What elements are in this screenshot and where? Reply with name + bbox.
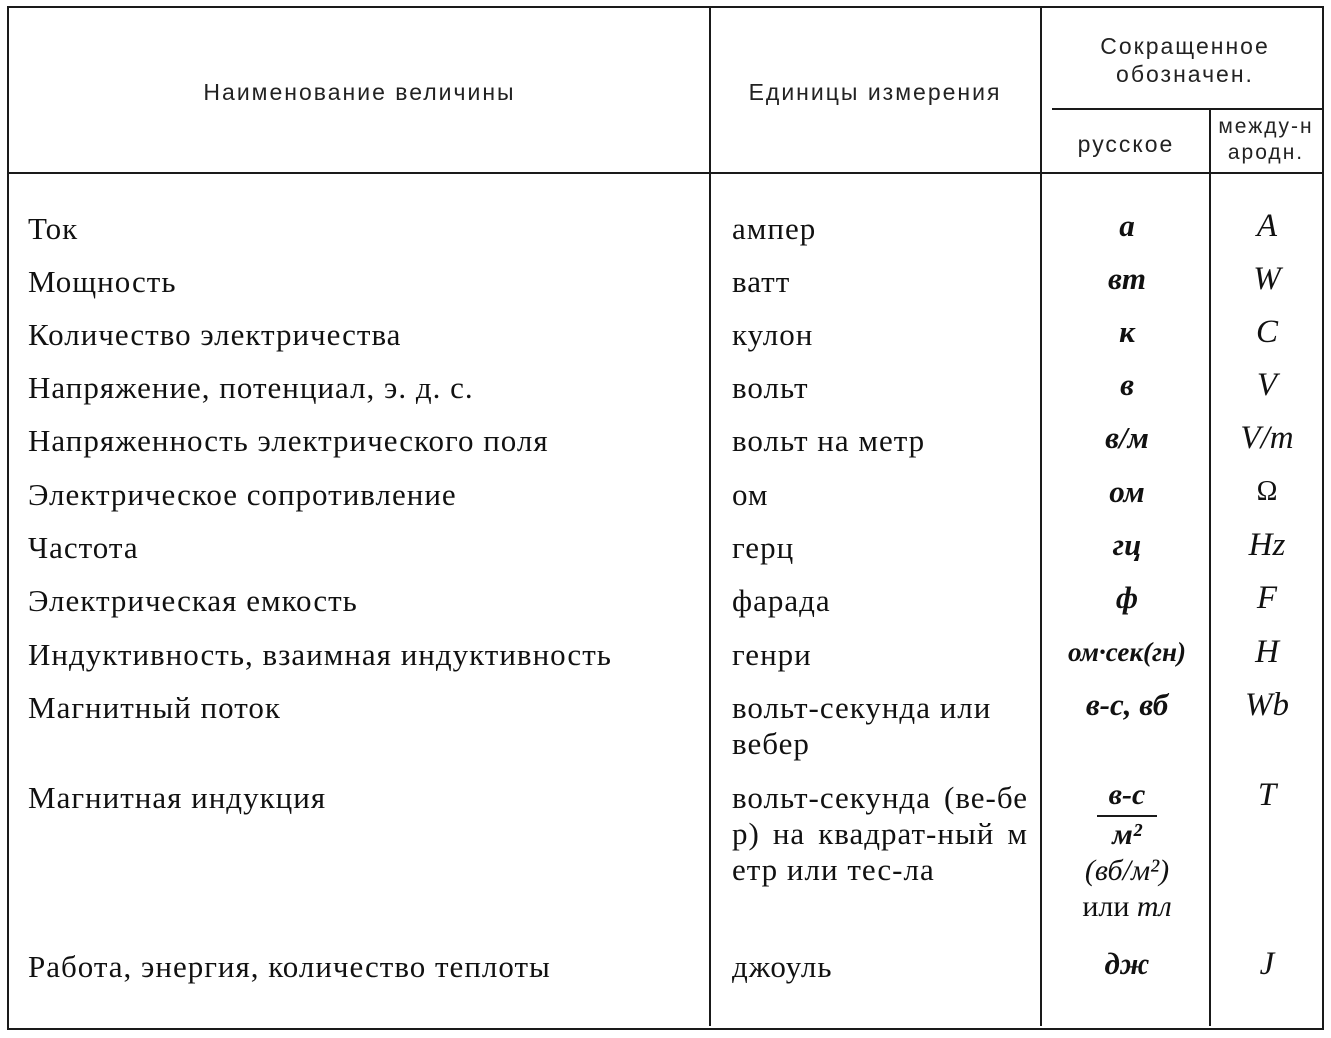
row-abbr-russian: ф xyxy=(1115,580,1139,615)
header-abbr-russian: русское xyxy=(1077,131,1175,157)
row-name: Магнитный поток xyxy=(28,690,281,725)
row-name: Работа, энергия, количество теплоты xyxy=(28,949,551,984)
row-abbr-russian: в-с, вб xyxy=(1085,687,1169,722)
row-name: Напряжение, потенциал, э. д. с. xyxy=(28,370,474,405)
fraction-denominator: м² xyxy=(1112,818,1142,851)
fraction-numerator: в-с xyxy=(1108,778,1146,811)
row-unit: генри xyxy=(732,637,812,672)
row-abbr-russian: ом·сек(гн) xyxy=(1068,637,1186,667)
row-unit: вольт-секунда (ве-бер) на квадрат-ный метр или тес-ла xyxy=(732,780,1028,887)
row-abbr-russian: к xyxy=(1119,314,1135,349)
row-abbr-russian: а xyxy=(1119,208,1135,243)
row-abbr-international: J xyxy=(1259,946,1275,982)
alt-unit-prefix: или xyxy=(1082,890,1130,923)
fraction-alt-unit xyxy=(1043,889,1211,925)
row-name: Количество электричества xyxy=(28,317,402,352)
row-abbr-international: W xyxy=(1253,261,1281,297)
row-name: Частота xyxy=(28,530,139,565)
row-abbr-international: Hz xyxy=(1248,527,1286,563)
row-unit: ом xyxy=(732,477,769,512)
row-abbr-international: A xyxy=(1256,208,1278,244)
row-name: Напряженность электрического поля xyxy=(28,423,549,458)
header-unit-column: Единицы измерения xyxy=(748,79,1002,105)
row-abbr-international: C xyxy=(1255,314,1278,350)
alt-unit-symbol: тл xyxy=(1136,890,1172,923)
row-unit: вольт-секунда или вебер xyxy=(732,690,992,761)
row-unit: фарада xyxy=(732,583,831,618)
row-abbr-international: Ω xyxy=(1256,476,1278,507)
row-unit: джоуль xyxy=(732,949,833,984)
row-name: Ток xyxy=(28,211,79,246)
row-unit: ампер xyxy=(732,211,817,246)
header-name-column: Наименование величины xyxy=(203,79,516,105)
row-unit: вольт xyxy=(732,370,809,405)
row-unit: ватт xyxy=(732,264,791,299)
row-abbr-russian: в xyxy=(1120,367,1134,402)
row-unit: вольт на метр xyxy=(732,423,926,458)
column-divider-name-unit xyxy=(709,8,711,1026)
row-abbr-international: V xyxy=(1256,367,1278,403)
header-bottom-rule xyxy=(9,172,1322,174)
row-abbr-international: T xyxy=(1257,777,1277,813)
row-name: Магнитная индукция xyxy=(28,780,327,815)
row-abbr-international: Wb xyxy=(1245,687,1289,723)
row-unit: кулон xyxy=(732,317,814,352)
row-abbr-russian: вт xyxy=(1108,261,1146,296)
header-subdivider xyxy=(1052,108,1322,110)
row-abbr-international: V/m xyxy=(1240,420,1294,456)
row-abbr-russian-fraction xyxy=(1043,777,1211,925)
row-name: Индуктивность, взаимная индуктивность xyxy=(28,637,612,672)
row-unit: герц xyxy=(732,530,795,565)
row-name: Электрическое сопротивление xyxy=(28,477,457,512)
row-abbr-international: F xyxy=(1256,580,1278,616)
fraction-alt-notation: (вб/м²) xyxy=(1084,854,1170,887)
row-abbr-russian: гц xyxy=(1112,527,1142,562)
row-name: Мощность xyxy=(28,264,177,299)
row-abbr-russian: ом xyxy=(1109,474,1145,509)
row-abbr-russian: в/м xyxy=(1105,420,1149,455)
header-abbr-column: Сокращенное обозначен. xyxy=(1100,33,1270,87)
row-abbr-international: H xyxy=(1255,634,1279,670)
header-abbr-international: между-народн. xyxy=(1218,115,1314,164)
row-abbr-russian: дж xyxy=(1104,946,1150,981)
row-name: Электрическая емкость xyxy=(28,583,358,618)
column-divider-unit-abbr xyxy=(1040,8,1042,1026)
